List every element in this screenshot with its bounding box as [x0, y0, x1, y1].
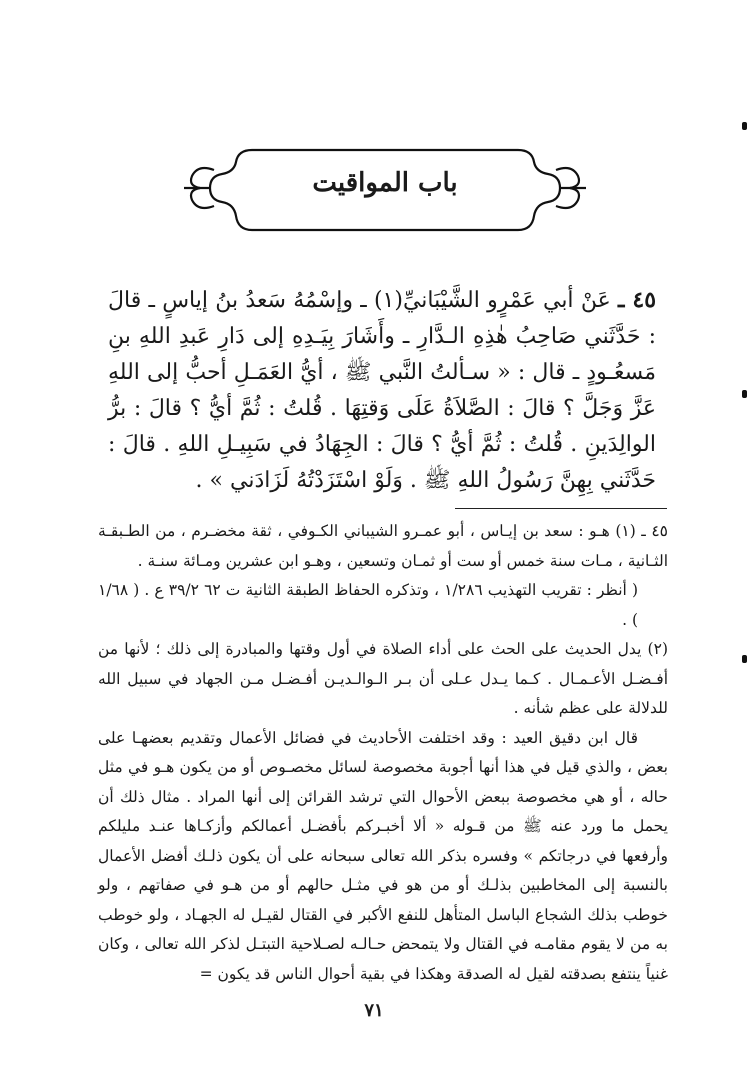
page-number: ٧١ [364, 1000, 384, 1021]
footnote-2-body: قال ابن دقيق العيد : وقد اختلفت الأحاديث في فضائل الأعمال وتقديم بعضهـا على بعض ، والذي قيل في هذا أنها أجوبة مخصوصة لسائل مخصـوص أو من يكون هـو في مثل حاله ، أو هي مخصوصة ببعض الأحوال التي ترشد القرائن إلى أنها المراد . مثال ذلك أن يحمل ما ورد عنه ﷺ من قـوله « ألا أخبـركم بأفضـل أعمالكم وأزكـاها عنـد مليلكم وأرفعها في درجاتكم » وفسره بذكر الله تعالى سبحانه على أن يكون ذلـك أفضل الأعمال بالنسبة إلى المخاطبين بذلـك أو من هو في مثـل حالهم أو من هـو في صفاتهم ، ولو خوطب بذلك الشجاع الباسل المتأهل للنفع الأكبر في القتال لقيـل له الجهـاد ، ولو خوطب به من لا يقوم مقامـه في القتال ولا يتمحض حـالـه لصـلاحية التبتـل لذكر الله تعالى ، وكان غنياً ينتفع بصدقته لقيل له الصدقة وهكذا في بقية أحوال الناس قد يكون = [98, 728, 668, 983]
hadith-text-block [108, 282, 656, 499]
chapter-title: باب المواقيت [312, 168, 458, 198]
hadith-number: ٤٥ ـ [617, 287, 657, 313]
hadith-text: عَنْ أبي عَمْرٍو الشَّيْبَانيِّ(١) ـ وإسْمُهُ سَعدُ بنُ إياسٍ ـ قالَ : حَدَّثَني صَاحِبُ هٰذِهِ الـدَّارِ ـ وأَشَارَ بِيَـدِهِ إلى دَارِ عَبدِ اللهِ بنِ مَسعُـودٍ ـ قال : « سـألتُ النَّبي ﷺ ، أيُّ العَمَـلِ أحبُّ إلى اللهِ عَزَّ وَجَلَّ ؟ قالَ : الصَّلاَةُ عَلَى وَقتِهَا . قُلتُ : ثُمَّ أيُّ ؟ قالَ : برُّ الوالِدَينِ . قُلتُ : ثُمَّ أيُّ ؟ قالَ : الجِهَادُ في سَبِيـلِ اللهِ . قالَ : حَدَّثَني بِهِنَّ رَسُولُ اللهِ ﷺ . وَلَوْ اسْتَزَدْتُهُ لَزَادَني » . [108, 288, 656, 493]
margin-mark [742, 390, 747, 398]
margin-mark [742, 655, 747, 663]
chapter-header-ornament [170, 140, 600, 240]
margin-mark [742, 122, 747, 130]
footnotes [98, 517, 668, 989]
footnote-separator [455, 508, 667, 509]
footnote-1: ٤٥ ـ (١) هـو : سعد بن إيـاس ، أبو عمـرو الشيباني الكـوفي ، ثقة مخضـرم ، من الطـبقـة الثـانية ، مـات سنة خمس أو ست أو ثمـان وتسعين ، وهـو ابن عشرين ومـائة سنـة . [98, 522, 668, 570]
footnote-1-reference: ( أنظر : تقريب التهذيب ١/٢٨٦ ، وتذكره الحفاظ الطبقة الثانية ت ٦٢ ٣٩/٢ ع . ( ١/٦٨ ) . [98, 581, 638, 629]
footnote-2-intro: (٢) يدل الحديث على الحث على أداء الصلاة في أول وقتها والمبادرة إلى ذلك ؛ لأنها من أفـضـل الأعـمـال . كـما يـدل عـلى أن بـر الـوالـديـن أفـضـل مـن الجهاد في سبيل الله للدلالة على عظم شأنه . [98, 640, 668, 717]
